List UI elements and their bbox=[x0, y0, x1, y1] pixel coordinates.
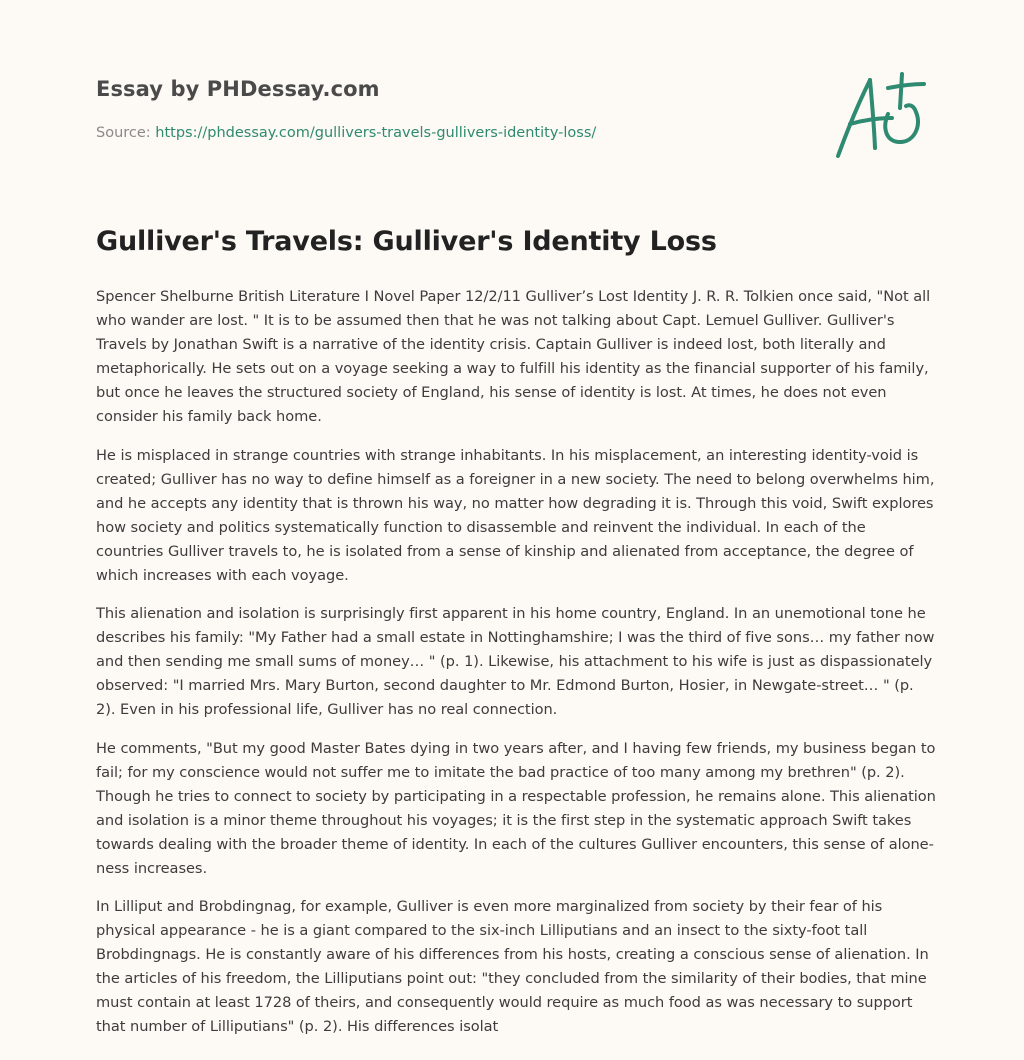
essay-paragraph: This alienation and isolation is surprisingly first apparent in his home country, England. In an unemotional tone he describes his family: "My Father had a small estate in Nottinghamshire; I was the third of five sons… my father now and then sending me small sums of money… " (p. 1). Likewise, his attachment to his wife is just as dispassionately observed: "I married Mrs. Mary Burton, second daughter to Mr. Edmond Burton, Hosier, in Newgate-street… " (p. 2). Even in his professional life, Gulliver has no real connection. bbox=[96, 605, 935, 718]
essay-paragraph: Spencer Shelburne British Literature I Novel Paper 12/2/11 Gulliver’s Lost Identity J. R. R. Tolkien once said, "Not all who wander are lost. " It is to be assumed then that he was not talking about Capt. Lemuel Gulliver. Gulliver's Travels by Jonathan Swift is a narrative of the identity crisis. Captain Gulliver is indeed lost, both literally and metaphorically. He sets out on a voyage seeking a way to fulfill his identity as the financial supporter of his family, but once he leaves the structured society of England, his sense of identity is lost. At times, he does not even consider his family back home. bbox=[96, 288, 931, 425]
essay-title: Gulliver's Travels: Gulliver's Identity Loss bbox=[96, 226, 717, 257]
brand-name: Essay by PHDessay.com bbox=[96, 77, 380, 101]
source-link[interactable]: https://phdessay.com/gullivers-travels-gullivers-identity-loss/ bbox=[155, 125, 597, 141]
essay-paragraph: He comments, "But my good Master Bates dying in two years after, and I having few friends, my business began to fail; for my conscience would not suffer me to imitate the bad practice of too many among my brethren" (p. 2). Though he tries to connect to society by participating in a respectable profession, he remains alone. This alienation and isolation is a minor theme throughout his voyages; it is the first step in the systematic approach Swift takes towards dealing with the broader theme of identity. In each of the cultures Gulliver encounters, this sense of alone-ness increases. bbox=[96, 739, 936, 877]
source-line bbox=[96, 125, 596, 141]
page-header bbox=[96, 0, 928, 200]
essay-paragraph: In Lilliput and Brobdingnag, for example, Gulliver is even more marginalized from society by their fear of his physical appearance - he is a giant compared to the six-inch Lilliputians and an insect to the sixty-foot tall Brobdingnags. He is constantly aware of his differences from his hosts, creating a conscious sense of alienation. In the articles of his freedom, the Lilliputians point out: "they concluded from the similarity of their bodies, that mine must contain at least 1728 of theirs, and consequently would require as much food as was necessary to support that number of Lilliputians" (p. 2). His differences isolat bbox=[96, 898, 929, 1035]
essay-paragraph: He is misplaced in strange countries with strange inhabitants. In his misplacement, an interesting identity-void is created; Gulliver has no way to define himself as a foreigner in a new society. The need to belong overwhelms him, and he accepts any identity that is thrown his way, no matter how degrading it is. Through this void, Swift explores how society and politics systematically function to disassemble and reinvent the individual. In each of the countries Gulliver travels to, he is isolated from a sense of kinship and alienated from acceptance, the degree of which increases with each voyage. bbox=[96, 446, 935, 584]
a-plus-logo-icon bbox=[828, 68, 932, 164]
essay-body bbox=[96, 285, 936, 1054]
source-label: Source: bbox=[96, 125, 151, 141]
